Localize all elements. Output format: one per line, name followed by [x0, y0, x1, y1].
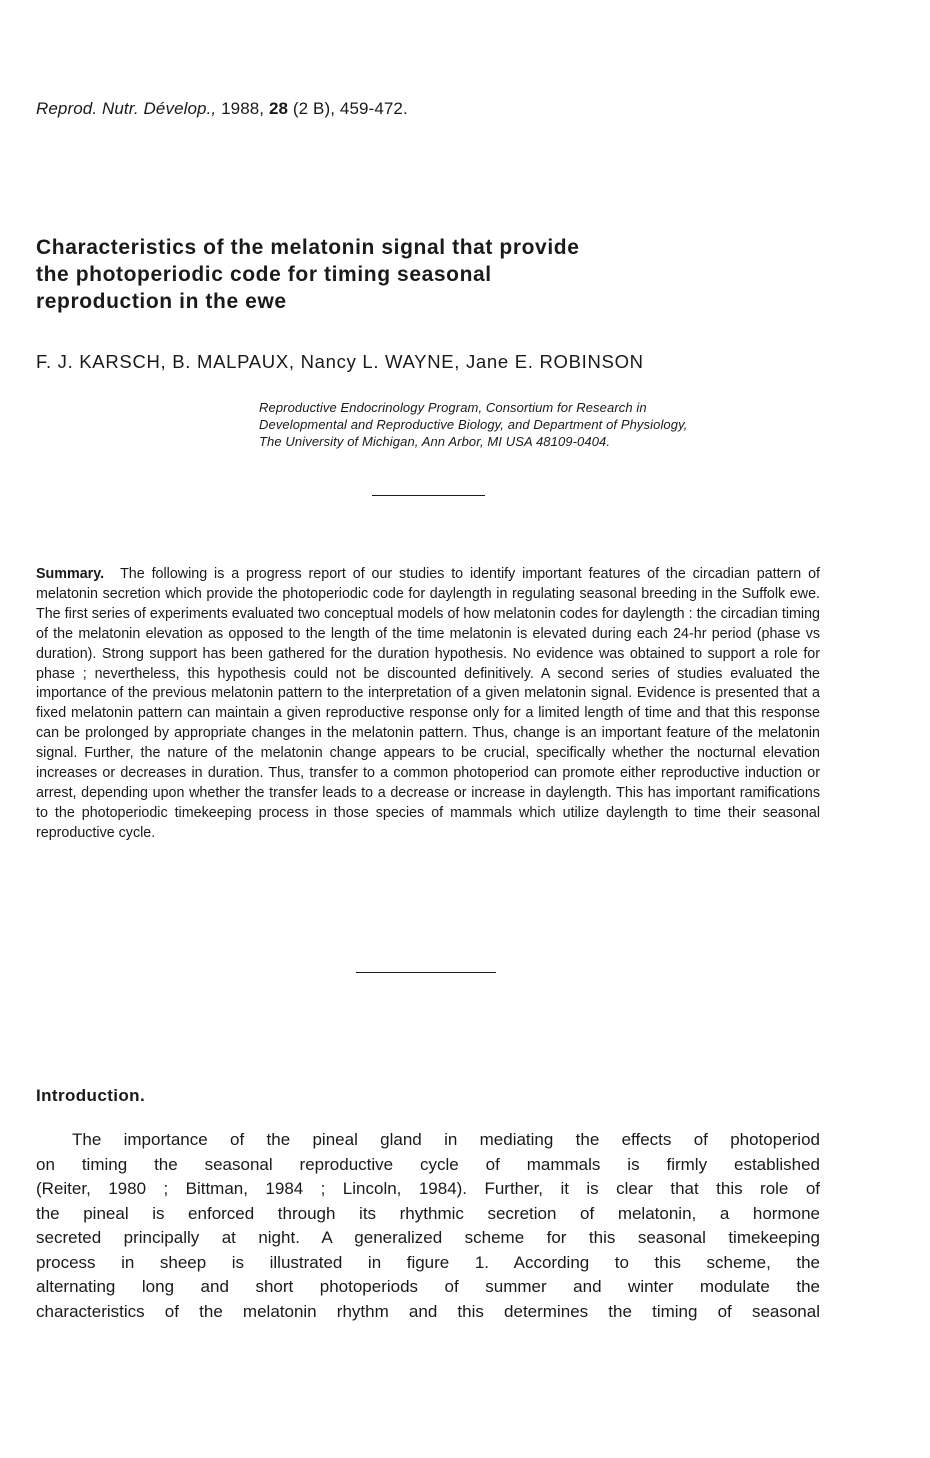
affiliation-line: Developmental and Reproductive Biology, and Department of Physiology, [259, 417, 688, 432]
section-divider [356, 972, 496, 973]
journal-volume: 28 [268, 99, 289, 118]
author-affiliation [259, 399, 839, 450]
intro-line: secreted principally at night. A generalized scheme for this seasonal timekeeping [36, 1228, 820, 1247]
introduction-heading: Introduction. [36, 1086, 146, 1105]
intro-line: The importance of the pineal gland in mediating the effects of photoperiod [72, 1130, 820, 1149]
journal-name: Reprod. Nutr. Dévelop., [36, 99, 217, 118]
summary-label: Summary. [36, 566, 105, 582]
introduction-body [36, 1128, 820, 1324]
intro-line: process in sheep is illustrated in figure 1. According to this scheme, the [36, 1252, 820, 1272]
author-list: F. J. KARSCH, B. MALPAUX, Nancy L. WAYNE, Jane E. ROBINSON [36, 351, 644, 372]
issue-and-pages: (2 B), 459-472. [292, 99, 408, 118]
intro-line: on timing the seasonal reproductive cycle of mammals is firmly established [36, 1154, 820, 1174]
summary-abstract [36, 565, 820, 844]
affiliation-line: Reproductive Endocrinology Program, Consortium for Research in [259, 400, 647, 415]
article-title [36, 234, 796, 315]
intro-line: characteristics of the melatonin rhythm and this determines the timing of seasonal [36, 1301, 820, 1321]
title-line: the photoperiodic code for timing seasonal [36, 263, 492, 286]
intro-line: alternating long and short photoperiods of summer and winter modulate the [36, 1277, 820, 1296]
section-divider [372, 495, 485, 496]
intro-line: the pineal is enforced through its rhythmic secretion of melatonin, a hormone [36, 1203, 820, 1223]
publication-year: 1988, [221, 99, 265, 118]
journal-citation [36, 99, 408, 119]
title-line: Characteristics of the melatonin signal that provide [36, 236, 580, 259]
summary-text: The following is a progress report of our studies to identify important features of the circadian pattern of melatonin secretion which provide the photoperiodic code for daylength in regulating seasonal breeding in the Suffolk ewe. The first series of experiments evaluated two conceptual models of how melatonin codes for daylength : the circadian timing of the melatonin elevation as opposed to the length of the time melatonin is elevated during each 24-hr period (phase vs duration). Strong support has been gathered for the duration hypothesis. No evidence was obtained to support a role for phase ; nevertheless, this hypothesis could not be discounted definitively. A second series of studies evaluated the importance of the previous melatonin pattern to the interpretation of a given melatonin signal. Evidence is presented that a fixed melatonin pattern can maintain a given reproductive response only for a limited length of time and that this response can be prolonged by appropriate changes in the melatonin pattern. Thus, change is an important feature of the melatonin signal. Further, the nature of the melatonin change appears to be crucial, specifically whether the nocturnal elevation increases or decreases in duration. Thus, transfer to a common photoperiod can promote either reproductive induction or arrest, depending upon whether the transfer leads to a decrease or increase in daylength. This has important ramifications to the photoperiodic timekeeping process in those species of mammals which utilize daylength to time their seasonal reproductive cycle. [36, 566, 820, 841]
affiliation-line: The University of Michigan, Ann Arbor, MI USA 48109-0404. [259, 434, 611, 449]
title-line: reproduction in the ewe [36, 290, 287, 313]
intro-line: (Reiter, 1980 ; Bittman, 1984 ; Lincoln, 1984). Further, it is clear that this role of [36, 1179, 820, 1198]
